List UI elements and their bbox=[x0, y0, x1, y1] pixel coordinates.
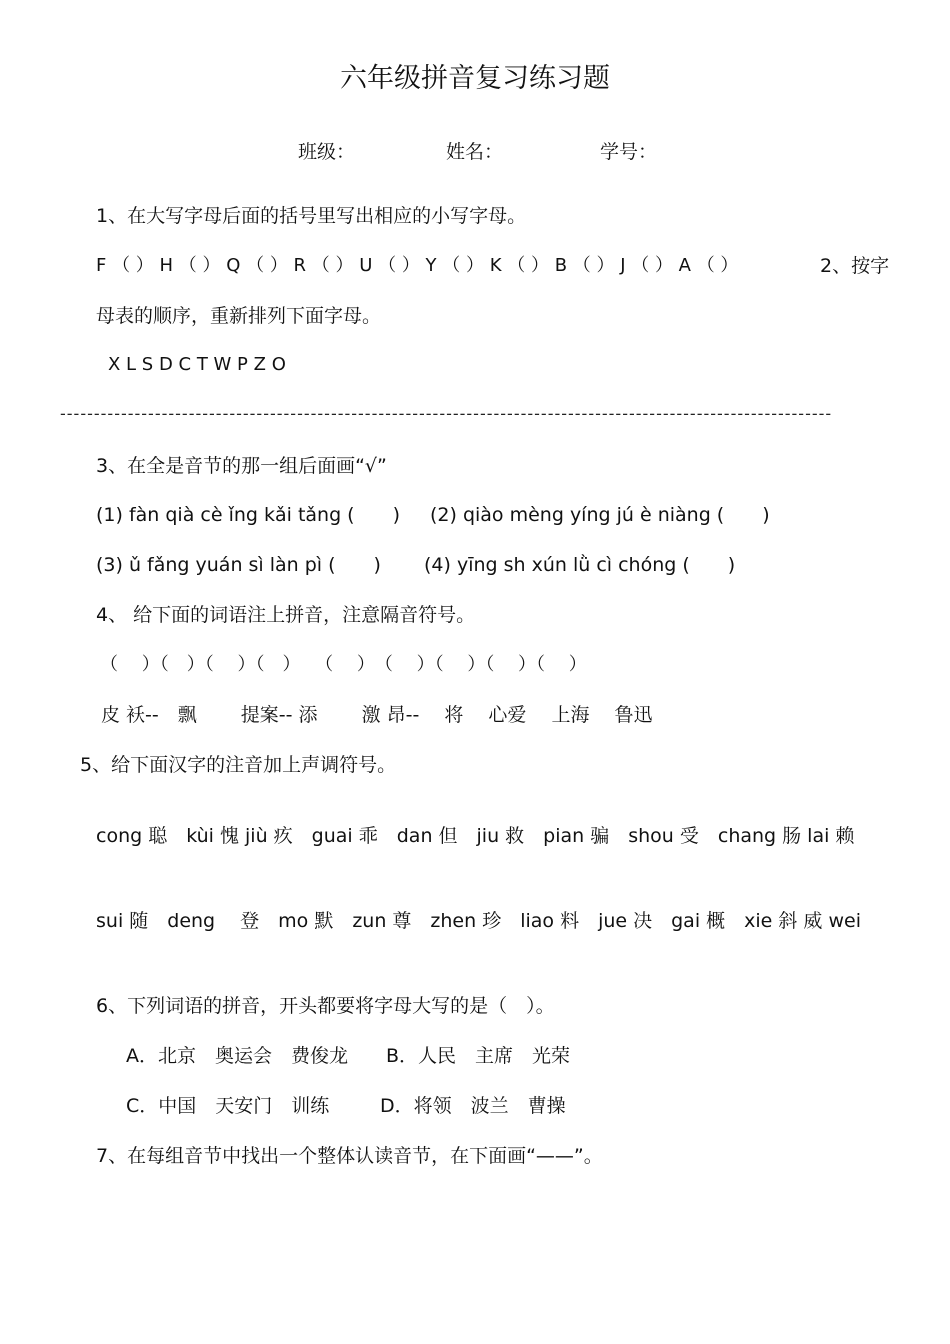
q2-letters: X L S D C T W P Z O bbox=[108, 354, 286, 375]
q3-prompt: 3、在全是音节的那一组后面画“√” bbox=[96, 455, 387, 477]
q6-option-a: A．北京 奥运会 费俊龙 bbox=[126, 1045, 348, 1067]
divider-dashes: ------------------------------------------------------------------------------------------------------------------ bbox=[60, 404, 833, 423]
student-number-label: 学号： bbox=[600, 141, 658, 163]
q6-prompt: 6、下列词语的拼音，开头都要将字母大写的是（ ）。 bbox=[96, 995, 555, 1017]
class-label: 班级： bbox=[298, 141, 356, 163]
name-label: 姓名： bbox=[446, 141, 504, 163]
page-title: 六年级拼音复习练习题 bbox=[340, 63, 610, 94]
q5-prompt: 5、给下面汉字的注音加上声调符号。 bbox=[80, 754, 397, 776]
q3-item-2: (2) qiào mèng yíng jú è niàng ( ) bbox=[430, 504, 770, 526]
q5-row-1: cong 聪 kùi 愧 jiù 疚 guai 乖 dan 但 jiu 救 pian 骗 shou 受 chang 肠 lai 赖 bbox=[96, 825, 855, 847]
q4-prompt: 4、 给下面的词语注上拼音，注意隔音符号。 bbox=[96, 604, 476, 626]
q4-words: 皮 袄-- 飘 提案-- 添 激 昂-- 将 心爱 上海 鲁迅 bbox=[101, 704, 653, 726]
q6-option-b: B．人民 主席 光荣 bbox=[386, 1045, 571, 1067]
q1-letters-line: F （ ） H （ ） Q （ ） R （ ） U （ ） Y （ ） K （ ） B （ ） J （ ） A （ ） bbox=[96, 255, 739, 276]
q3-item-1: (1) fàn qià cè ǐng kǎi tǎng ( ) bbox=[96, 504, 401, 526]
q1-prompt: 1、在大写字母后面的括号里写出相应的小写字母。 bbox=[96, 205, 527, 227]
q7-prompt: 7、在每组音节中找出一个整体认读音节，在下面画“——”。 bbox=[96, 1145, 603, 1167]
q6-option-c: C．中国 天安门 训练 bbox=[126, 1095, 330, 1117]
q3-item-3: (3) ǔ fǎng yuán sì làn pì ( ) bbox=[96, 554, 381, 576]
q2-prompt-rest: 母表的顺序，重新排列下面字母。 bbox=[96, 305, 382, 327]
q2-prompt-start: 2、按字 bbox=[820, 255, 890, 277]
q3-item-4: (4) yīng sh xún lǜ cì chóng ( ) bbox=[424, 554, 736, 576]
q6-option-d: D．将领 波兰 曹操 bbox=[380, 1095, 566, 1117]
q4-brackets: （ ）（ ）（ ）（ ） （ ） （ ）（ ）（ ）（ ） bbox=[100, 654, 587, 675]
q5-row-2: sui 随 deng 登 mo 默 zun 尊 zhen 珍 liao 料 jue 决 gai 概 xie 斜 威 wei bbox=[96, 910, 861, 932]
